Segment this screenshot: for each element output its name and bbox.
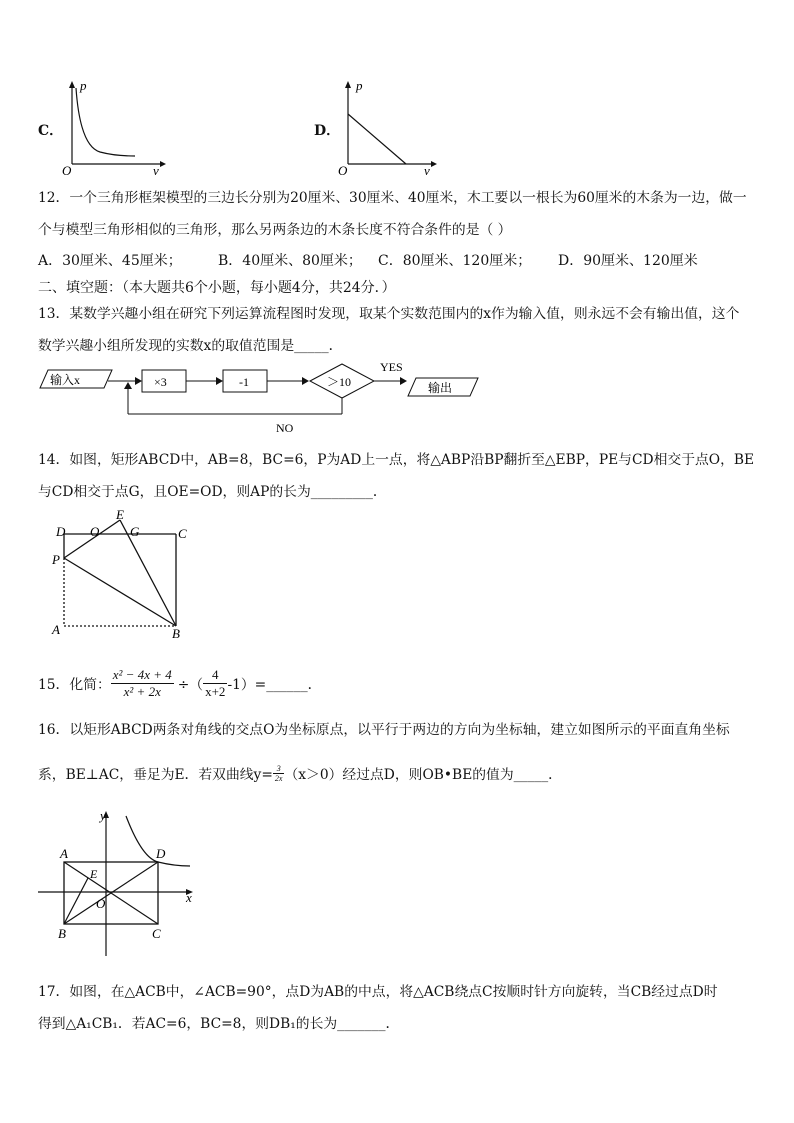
q15-row bbox=[38, 663, 321, 703]
label-g: G bbox=[130, 524, 140, 539]
label-e: E bbox=[116, 507, 124, 522]
q15-prefix: 15．化简： bbox=[38, 677, 111, 693]
label-c: C bbox=[178, 526, 187, 541]
axis-y: y bbox=[100, 808, 106, 823]
flow-cond: ＞10 bbox=[327, 375, 352, 389]
graph-d-p: p bbox=[356, 78, 363, 93]
graph-c-o: O bbox=[62, 163, 72, 176]
label-a: A bbox=[60, 846, 68, 861]
flow-yes: YES bbox=[380, 360, 403, 374]
label-d: D bbox=[156, 846, 166, 861]
q13-line1: 13．某数学兴趣小组在研究下列运算流程图时发现，取某个实数范围内的x作为输入值，则永远不会有输出值，这个 bbox=[38, 306, 740, 322]
q16-line2 bbox=[38, 758, 562, 788]
q15-frac2-num: 4 bbox=[203, 667, 227, 684]
section-heading: 二、填空题：（本大题共6个小题，每小题4分，共24分．） bbox=[38, 280, 396, 296]
graph-d-o: O bbox=[338, 163, 348, 176]
label-d: D bbox=[56, 524, 66, 539]
q15-suffix: -1）=______． bbox=[227, 677, 322, 693]
label-c: C bbox=[152, 926, 161, 941]
label-a: A bbox=[52, 622, 60, 637]
q12-line2: 个与模型三角形相似的三角形，那么另两条边的木条长度不符合条件的是（ ） bbox=[38, 222, 512, 238]
flowchart bbox=[30, 356, 500, 436]
q15-fraction2 bbox=[203, 667, 227, 700]
label-b: B bbox=[58, 926, 66, 941]
option-c-label: C． bbox=[38, 123, 64, 139]
q12-option-a: A．30厘米、45厘米； bbox=[38, 253, 182, 269]
q12-option-b: B．40厘米、80厘米； bbox=[218, 253, 362, 269]
q17-line2: 得到△A₁CB₁．若AC=6，BC=8，则DB₁的长为_______． bbox=[38, 1016, 400, 1032]
q16-line2b: （x＞0）经过点D，则OB•BE的值为_____． bbox=[284, 767, 562, 783]
q12-option-c: C．80厘米、120厘米； bbox=[378, 253, 532, 269]
flow-step2: -1 bbox=[239, 375, 249, 389]
q16-k-den: 2x bbox=[274, 773, 283, 783]
q15-frac1-num: x² − 4x + 4 bbox=[112, 666, 172, 682]
label-e: E bbox=[90, 867, 98, 881]
q12-line1: 12．一个三角形框架模型的三边长分别为20厘米、30厘米、40厘米，木工要以一根长为60厘米的木条为一边，做一 bbox=[38, 190, 747, 206]
q16-line1: 16．以矩形ABCD两条对角线的交点O为坐标原点，以平行于两边的方向为坐标轴，建立如图所示的平面直角坐标 bbox=[38, 722, 730, 738]
graph-c-p: p bbox=[80, 78, 87, 93]
graph-c-v: v bbox=[153, 163, 159, 176]
graph-c bbox=[60, 76, 170, 176]
flow-output: 输出 bbox=[428, 381, 453, 395]
q15-div: ÷（ bbox=[177, 677, 204, 693]
q16-k-fraction bbox=[273, 764, 285, 783]
q15-fraction1 bbox=[111, 667, 174, 700]
coordinate-figure bbox=[38, 806, 198, 962]
label-b: B bbox=[172, 626, 180, 640]
axis-x: x bbox=[186, 890, 192, 905]
q12-option-d: D．90厘米、120厘米 bbox=[558, 253, 698, 269]
flow-step1: ×3 bbox=[154, 375, 167, 389]
q17-line1: 17．如图，在△ACB中，∠ACB=90°，点D为AB的中点，将△ACB绕点C按顺时针方向旋转，当CB经过点D时 bbox=[38, 984, 718, 1000]
q15-frac2-den: x+2 bbox=[205, 683, 226, 699]
q16-k-num: 3 bbox=[273, 764, 285, 774]
flow-no: NO bbox=[276, 421, 294, 435]
option-d-label: D． bbox=[314, 123, 341, 139]
graph-d bbox=[336, 76, 446, 176]
q15-frac1-den: x² + 2x bbox=[123, 683, 161, 699]
label-o: O bbox=[96, 896, 106, 911]
q14-line2: 与CD相交于点G，且OE=OD，则AP的长为_________． bbox=[38, 484, 387, 500]
q14-line1: 14．如图，矩形ABCD中，AB=8，BC=6，P为AD上一点，将△ABP沿BP翻折至△EBP，PE与CD相交于点O，BE bbox=[38, 452, 755, 468]
label-p: P bbox=[52, 552, 60, 567]
graph-d-v: v bbox=[424, 163, 430, 176]
rectangle-figure bbox=[40, 506, 200, 640]
flow-input: 输入x bbox=[50, 373, 81, 387]
label-o: O bbox=[90, 524, 100, 539]
q16-line2a: 系，BE⊥AC，垂足为E．若双曲线y= bbox=[38, 767, 273, 783]
q13-line2: 数学兴趣小组所发现的实数x的取值范围是_____． bbox=[38, 338, 343, 354]
